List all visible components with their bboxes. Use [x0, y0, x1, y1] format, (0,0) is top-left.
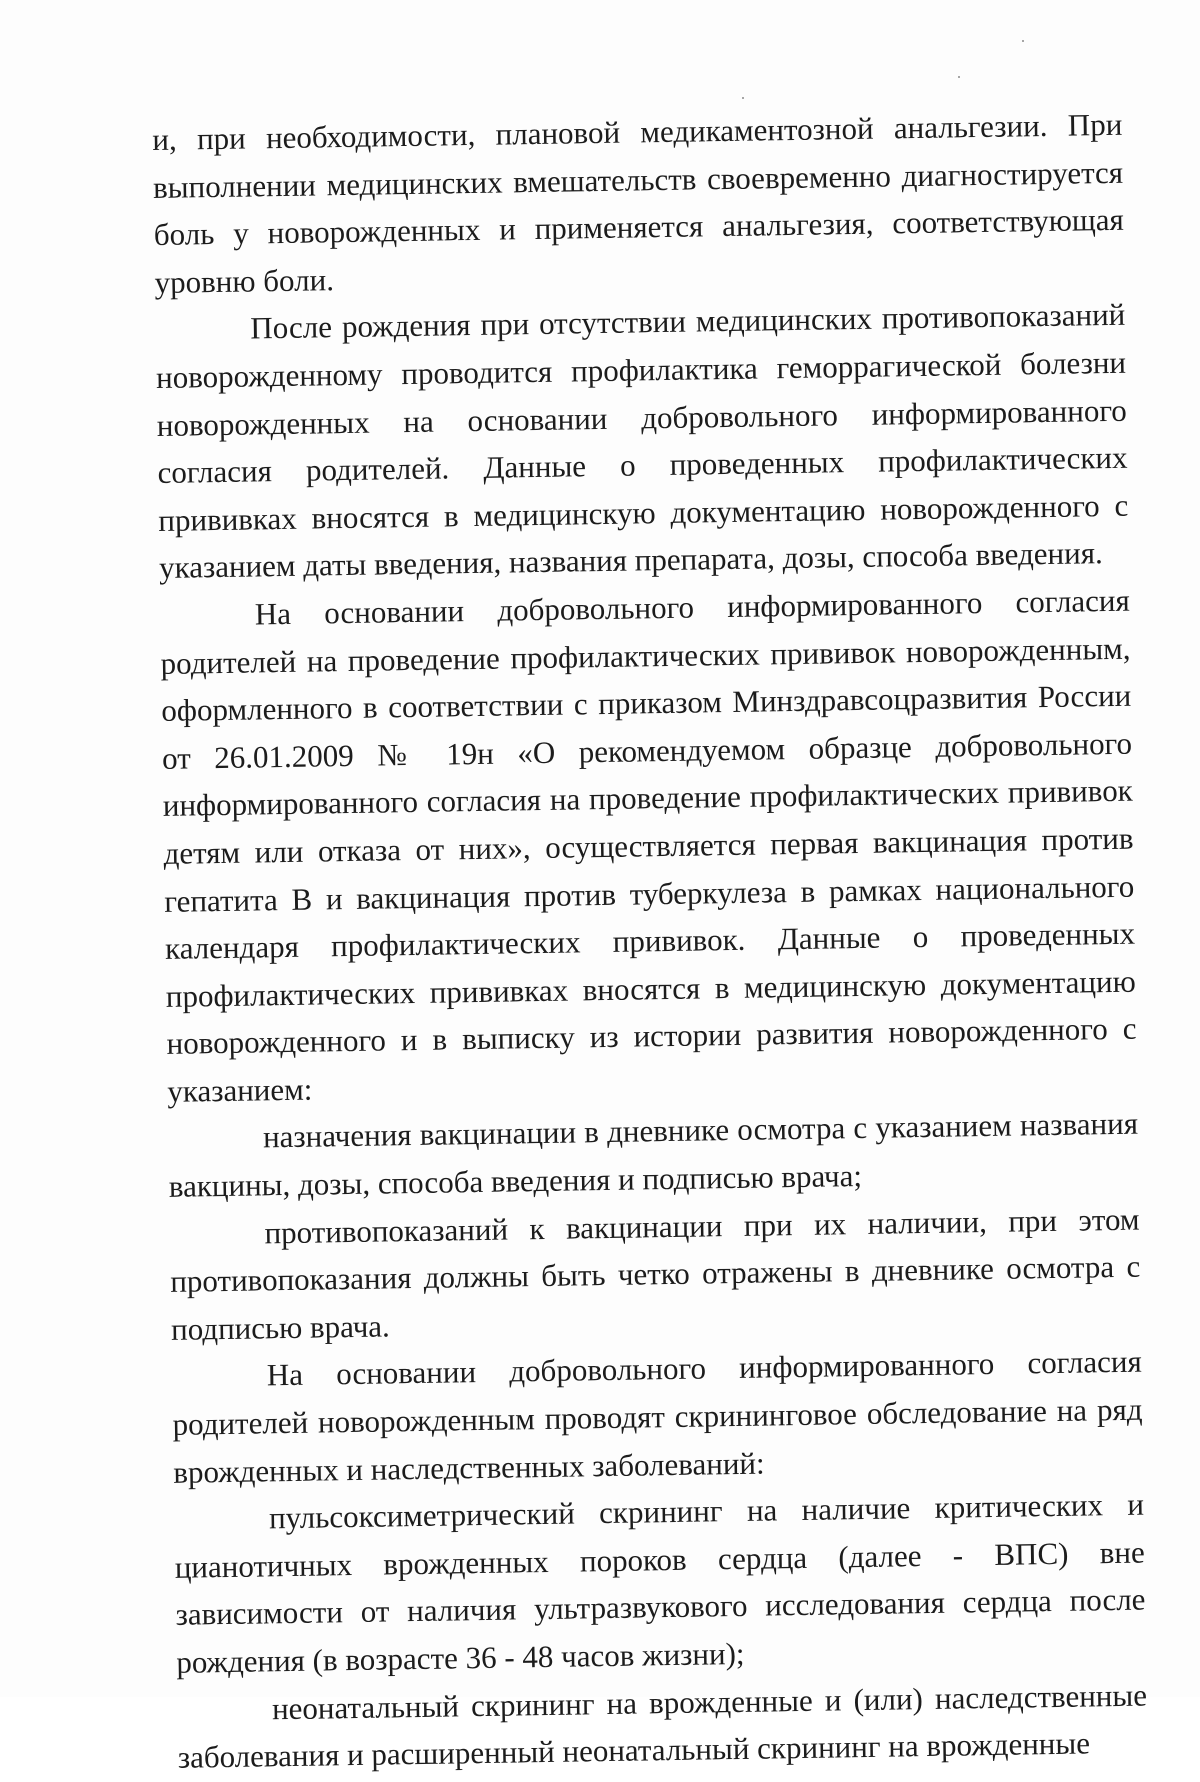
paragraph-2: После рождения при отсутствии медицинских противопоказаний новорожденному проводится профилактика геморрагической болезни новорожденных на основании добровольного информированного согласия родителей. Данные о проведенных профилактических прививках вносятся в медицинскую документацию новорожденного с указанием даты введения, названия препарата, дозы, способа введения.: [155, 297, 1129, 586]
paragraph-4: назначения вакцинации в дневнике осмотра с указанием названия вакцины, дозы, способа введения и подписью врача;: [168, 1106, 1139, 1204]
scan-speck: [742, 97, 744, 99]
document-body: [152, 101, 1148, 1782]
paragraph-6: На основании добровольного информированного согласия родителей новорожденным проводят скрининговое обследование на ряд врожденных и наследственных заболеваний:: [172, 1344, 1143, 1490]
paragraph-5: противопоказаний к вакцинации при их наличии, при этом противопоказания должны быть четко отражены в дневнике осмотра с подписью врача.: [170, 1201, 1141, 1347]
scan-speck: [958, 76, 960, 78]
paragraph-8: неонатальный скрининг на врожденные и (или) наследственные заболевания и расширенный неонатальный скрининг на врожденные: [177, 1677, 1148, 1775]
paragraph-1: и, при необходимости, плановой медикаментозной анальгезии. При выполнении медицинских вмешательств своевременно диагностируется боль у новорожденных и применяется анальгезия, соответствующая уровню боли.: [152, 106, 1125, 300]
paragraph-7: пульсоксиметрический скрининг на наличие критических и цианотичных врожденных пороков сердца (далее - ВПС) вне зависимости от наличия ультразвукового исследования сердца после рождения (в возрасте 36 - 48 часов жизни);: [174, 1486, 1146, 1680]
paragraph-3: На основании добровольного информированного согласия родителей на проведение профилактических прививок новорожденным, оформленного в соответствии с приказом Минздравсоцразвития России от 26.01.2009 № 19н «О рекомендуемом образце добровольного информированного согласия на проведение профилактических прививок детям или отказа от них», осуществляется первая вакцинация против гепатита B и вакцинация против туберкулеза в рамках национального календаря профилактических прививок. Данные о проведенных профилактических прививках вносятся в медицинскую документацию новорожденного и в выписку из истории развития новорожденного с указанием:: [160, 582, 1137, 1109]
scan-speck: [1022, 40, 1024, 42]
